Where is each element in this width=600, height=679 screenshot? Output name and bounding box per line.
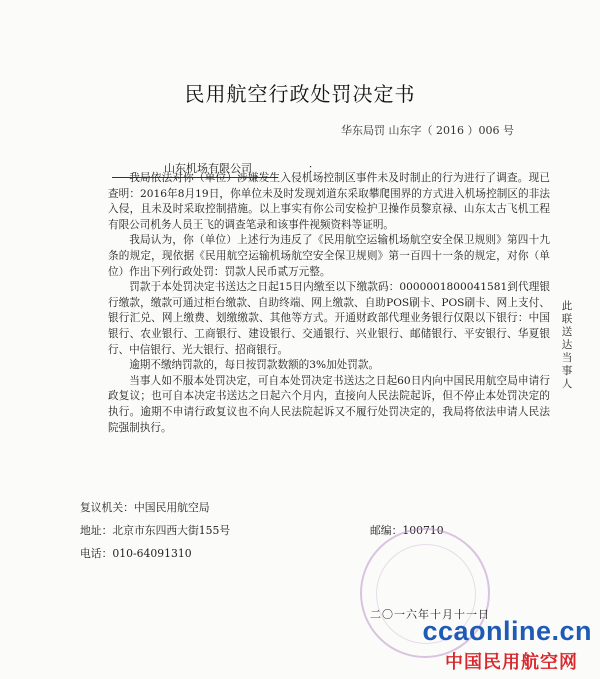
document-number: 华东局罚 山东字（ 2016 ）006 号	[341, 124, 514, 137]
paragraph-payment: 罚款于本处罚决定书送达之日起15日内缴至以下缴款码：0000001800041581到代理银行缴款，缴款可通过柜台缴款、自助终端、网上缴款、自助POS刷卡、POS刷卡、网上支付、银行汇兑、网上缴费、划缴缴款、其他等方式。开通财政部代理业务银行仅限以下银行：中国银行、农业银行、工商银行、建设银行、交通银行、兴业银行、邮储银行、平安银行、华夏银行、中信银行、光大银行、招商银行。	[108, 281, 550, 356]
side-note	[560, 300, 574, 391]
recipient-name: 山东机场有限公司	[112, 160, 278, 178]
decision-body	[108, 171, 550, 436]
postcode: 邮编：100710	[370, 524, 444, 537]
watermark-chinese: 中国民用航空网	[445, 652, 578, 673]
recipient-colon: ：	[308, 162, 319, 175]
side-note-char: 当	[561, 352, 573, 364]
side-note-char: 联	[561, 313, 573, 325]
watermark-english: ccaonline.cn	[422, 616, 592, 646]
paragraph-late-fee: 逾期不缴纳罚款的，每日按罚款数额的3%加处罚款。	[129, 359, 380, 372]
phone: 电话：010-64091310	[80, 547, 192, 560]
paragraph-appeal: 当事人如不服本处罚决定，可自本处罚决定书送达之日起60日内向中国民用航空局申请行政复议；也可自本决定书送达之日起六个月内，直接向人民法院起诉，但不停止本处罚决定的执行。逾期不申请行政复议也不向人民法院起诉又不履行处罚决定的，我局将依法申请人民法院强制执行。	[108, 374, 550, 434]
paragraph-finding: 我局认为，你（单位）上述行为违反了《民用航空运输机场航空安全保卫规则》第四十九条的规定，现依据《民用航空运输机场航空安全保卫规则》第一百四十一条的规定，对你（单位）作出下列行政处罚：罚款人民币贰万元整。	[108, 234, 550, 278]
paragraph-investigation: 我局依法对你（单位）涉嫌发生入侵机场控制区事件未及时制止的行为进行了调查。现已查明：2016年8月19日，你单位未及时发现刘道东采取攀爬围界的方式进入机场控制区的非法入侵，且未及时采取控制措施。以上事实有你公司安检护卫操作员黎京禄、山东太古飞机工程有限公司机务人员王飞的调查笔录和该事件视频资料等证明。	[108, 172, 550, 231]
document-title: 民用航空行政处罚决定书	[184, 82, 416, 106]
side-note-char: 人	[561, 378, 573, 390]
side-note-char: 事	[561, 365, 573, 377]
decision-date: 二〇一六年十月十一日	[370, 608, 490, 621]
side-note-char: 此	[561, 300, 573, 312]
review-authority: 复议机关：中国民用航空局	[80, 501, 210, 514]
address: 地址：北京市东四西大街155号	[80, 524, 231, 537]
side-note-char: 送	[561, 326, 573, 338]
side-note-char: 达	[561, 339, 573, 351]
